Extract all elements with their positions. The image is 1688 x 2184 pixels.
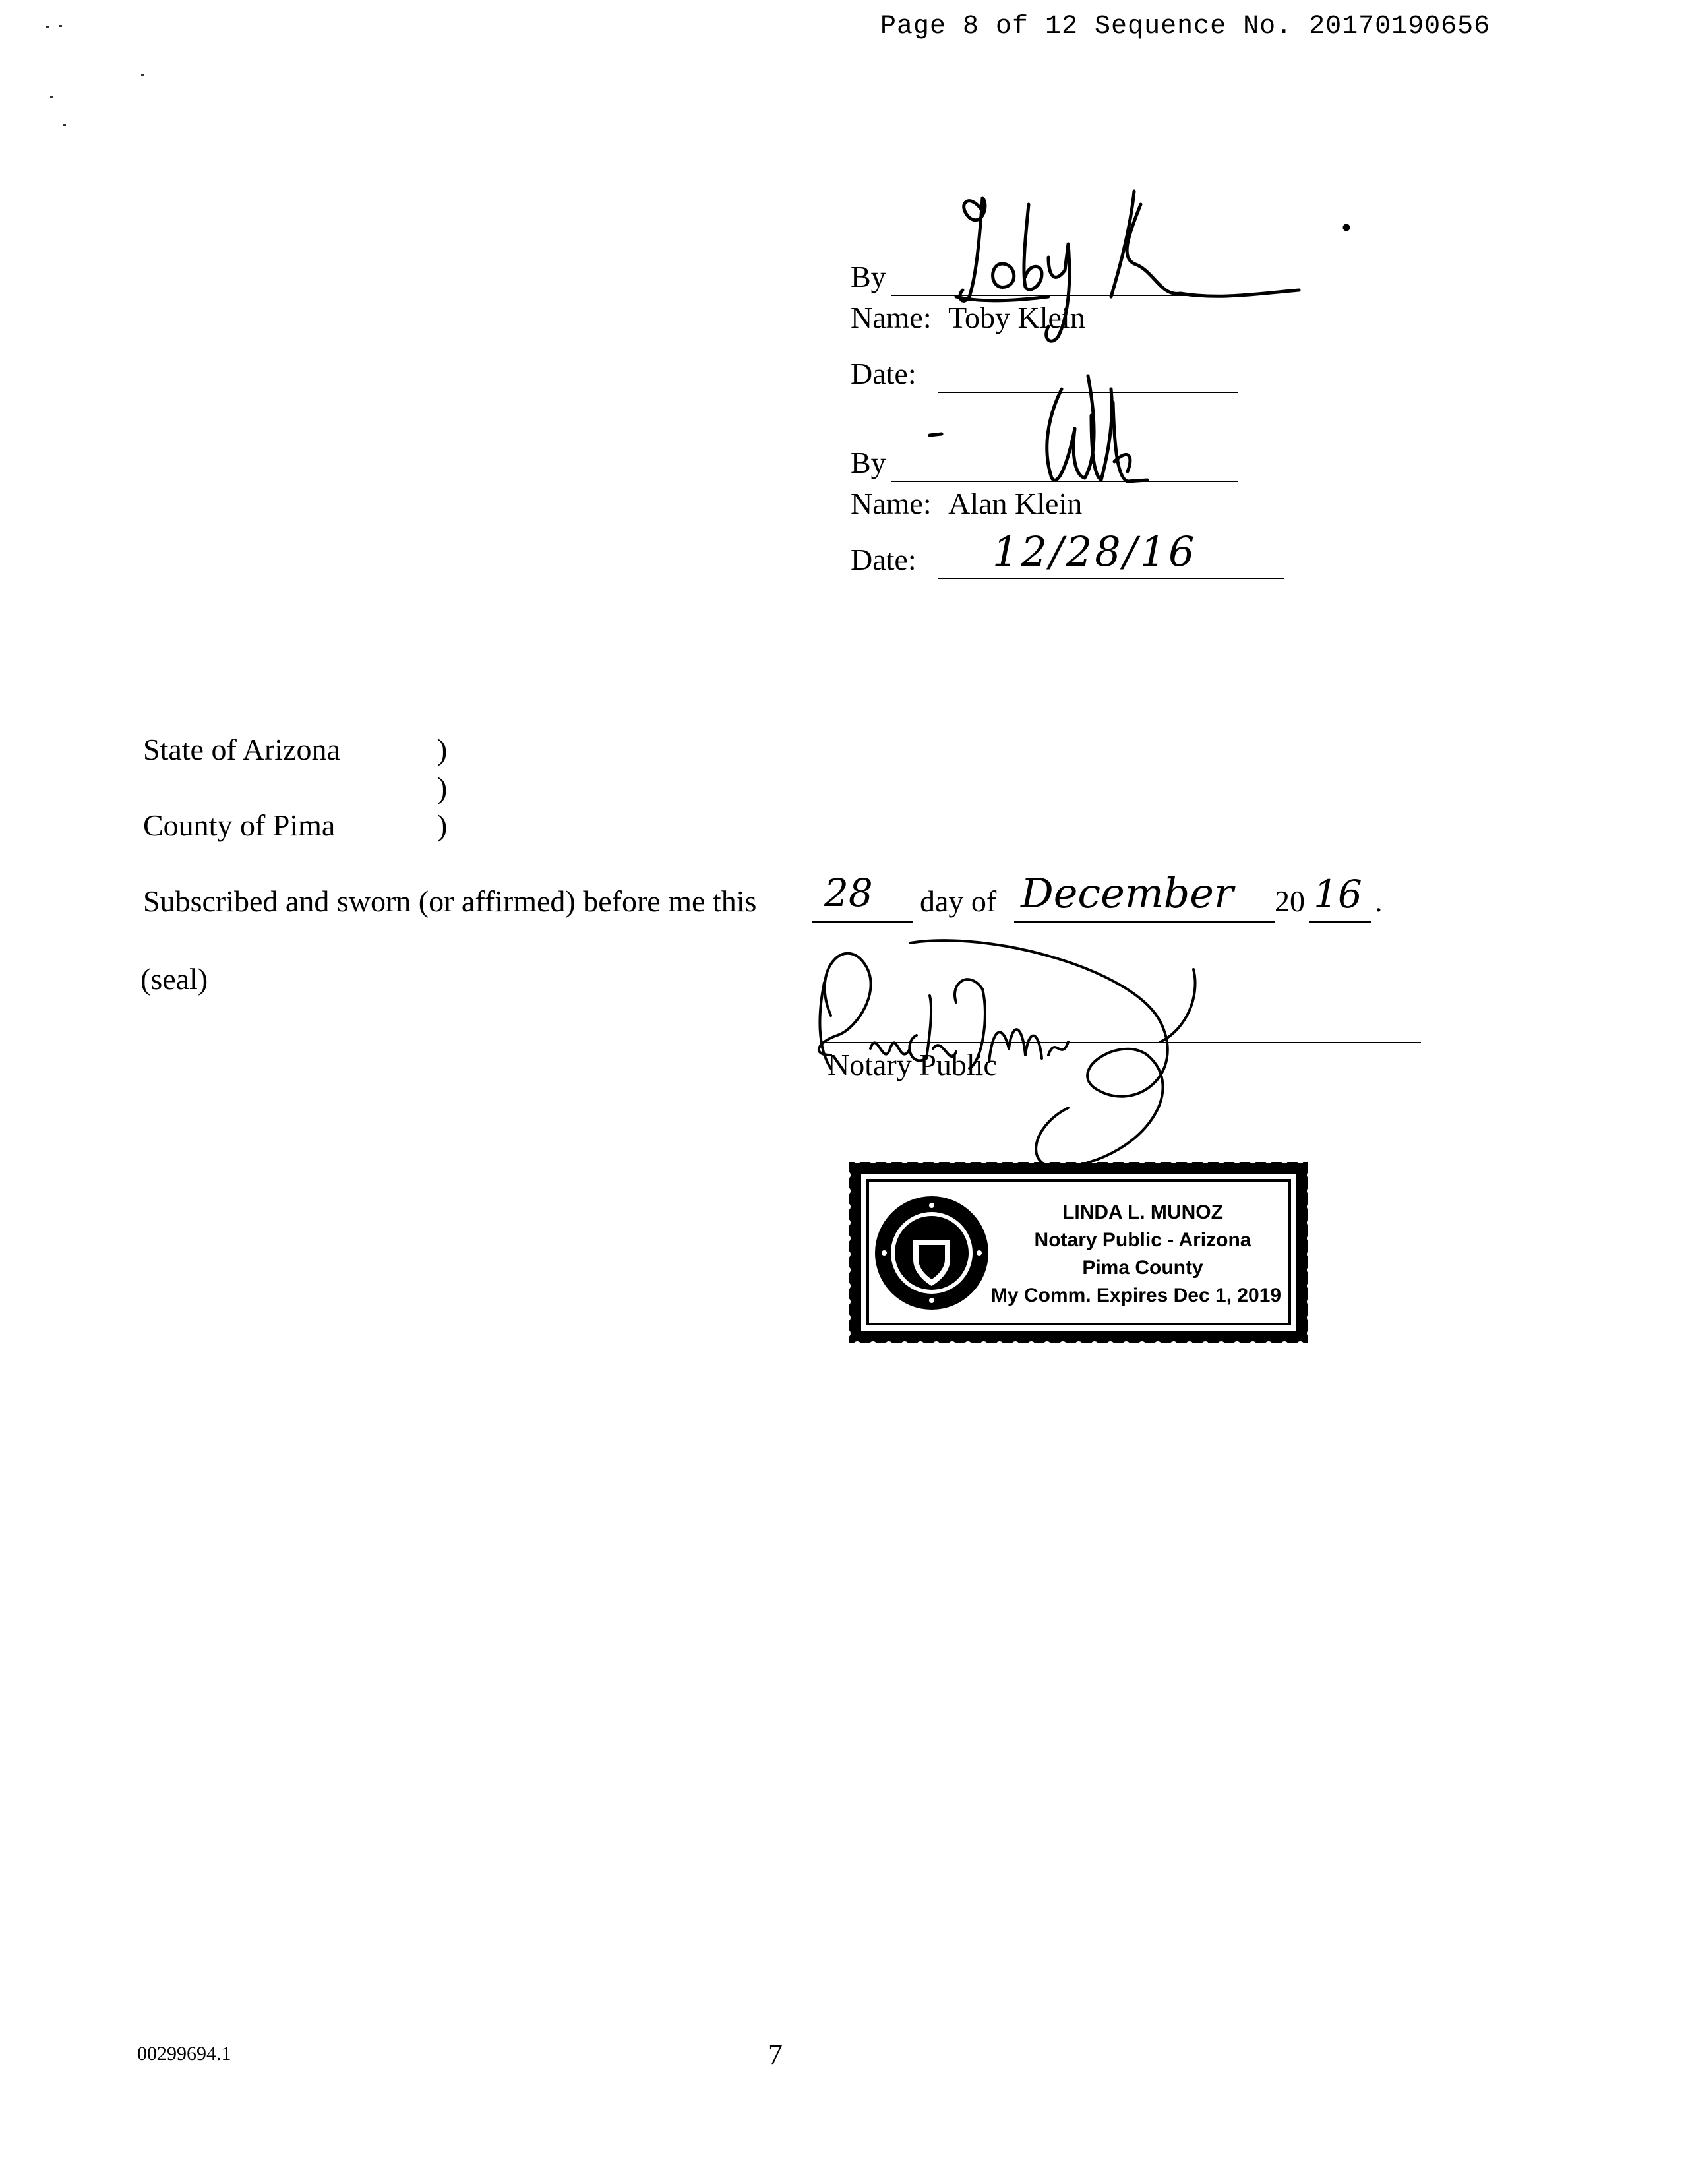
notary-public-label: Notary Public — [828, 1048, 997, 1081]
scan-speck — [141, 74, 144, 76]
by-label: By — [851, 446, 886, 479]
jurat-text: Subscribed and sworn (or affirmed) before me this — [143, 884, 757, 918]
county-line: County of Pima — [143, 808, 336, 842]
name-label — [851, 300, 1085, 335]
date-label: Date: — [851, 543, 917, 576]
seal-label: (seal) — [140, 962, 208, 996]
page-sequence-header: Page 8 of 12 Sequence No. 20170190656 — [880, 12, 1491, 42]
document-number: 00299694.1 — [137, 2043, 231, 2065]
stamp-line-name: LINDA L. MUNOZ — [1062, 1201, 1223, 1223]
scan-speck — [59, 25, 62, 27]
venue-paren: ) — [437, 733, 448, 766]
by-label: By — [851, 260, 886, 293]
jurat-period: . — [1375, 884, 1383, 918]
name-label-text: Name: — [851, 487, 932, 520]
date-line — [938, 578, 1284, 579]
name-label-text: Name: — [851, 301, 932, 334]
name-value: Alan Klein — [948, 487, 1083, 520]
name-label — [851, 486, 1082, 521]
scan-speck — [50, 96, 53, 98]
page-number: 7 — [768, 2038, 783, 2071]
venue-paren: ) — [437, 808, 448, 842]
scan-speck — [63, 124, 66, 126]
day-of-text: day of — [920, 884, 997, 918]
stamp-line-county: Pima County — [1082, 1257, 1203, 1279]
year-line — [1309, 921, 1372, 923]
scan-speck — [46, 26, 49, 28]
month-value-handwritten: December — [1021, 869, 1234, 917]
date-label: Date: — [851, 357, 917, 390]
notary-seal-emblem — [872, 1194, 991, 1312]
venue-paren: ) — [437, 771, 448, 804]
name-value: Toby Klein — [948, 301, 1085, 334]
state-line: State of Arizona — [143, 733, 340, 766]
notary-stamp — [849, 1162, 1308, 1343]
year-value-handwritten: 16 — [1313, 872, 1362, 917]
year-prefix: 20 — [1275, 884, 1305, 918]
stamp-line-title: Notary Public - Arizona — [1034, 1229, 1251, 1251]
day-value-handwritten: 28 — [824, 870, 873, 915]
stamp-line-expiration: My Comm. Expires Dec 1, 2019 — [990, 1285, 1282, 1306]
date-value-handwritten: 12/28/16 — [992, 528, 1197, 576]
